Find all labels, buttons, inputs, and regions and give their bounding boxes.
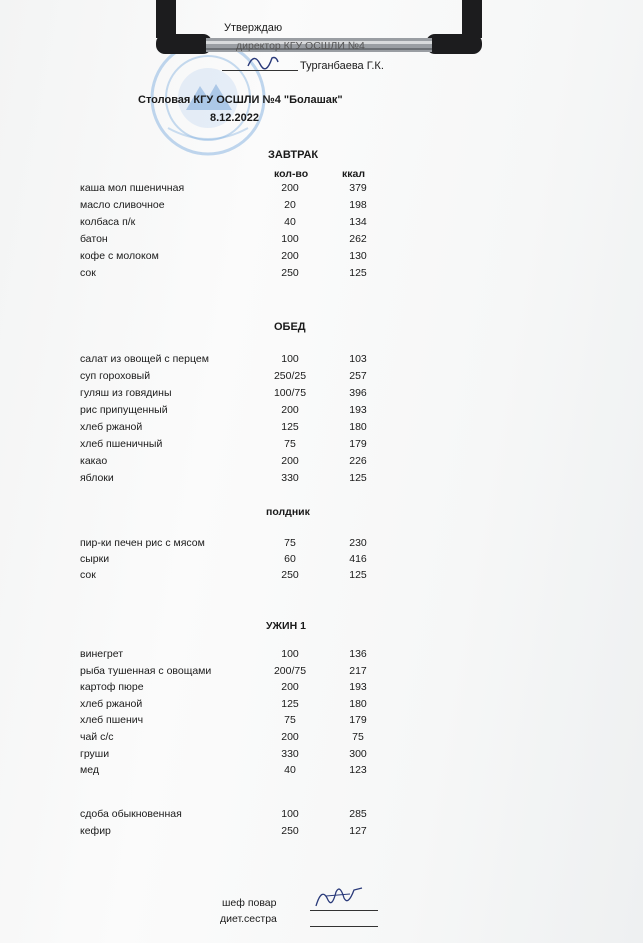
director-signature-icon [246, 50, 280, 75]
canteen-title: Столовая КГУ ОСШЛИ №4 "Болашак" [138, 94, 343, 106]
menu-item-qty: 200 [281, 455, 299, 467]
menu-item-name: хлеб пшеничный [80, 438, 163, 450]
nurse-signature-line [310, 926, 378, 927]
menu-item-qty: 40 [284, 216, 296, 228]
menu-item-name: кефир [80, 825, 111, 837]
menu-item-kcal: 180 [349, 421, 367, 433]
menu-item-qty: 200 [281, 182, 299, 194]
menu-item-name: какао [80, 455, 108, 467]
menu-item-qty: 330 [281, 747, 299, 760]
director-line: директор КГУ ОСШЛИ №4 [236, 40, 365, 52]
menu-item-kcal: 230 [349, 537, 367, 549]
menu-item-row [80, 553, 500, 569]
menu-item-qty: 75 [284, 714, 296, 727]
menu-item-name: сок [80, 569, 96, 581]
menu-item-row [80, 714, 500, 730]
menu-item-row [80, 648, 500, 664]
section-title-lunch: ОБЕД [274, 321, 306, 333]
column-header-qty: кол-во [274, 168, 309, 180]
menu-item-name: чай с/с [80, 731, 114, 743]
menu-item-qty: 100 [281, 808, 299, 820]
menu-item-row [80, 472, 500, 488]
menu-item-kcal: 262 [349, 233, 367, 245]
menu-item-name: груши [80, 747, 110, 760]
section-title-snack: полдник [266, 506, 310, 518]
menu-item-name: яблоки [80, 472, 114, 484]
menu-item-row [80, 387, 500, 403]
menu-item-name: сок [80, 267, 96, 279]
menu-item-kcal: 179 [349, 438, 367, 450]
menu-item-kcal: 300 [349, 747, 367, 760]
menu-item-kcal: 257 [349, 370, 367, 382]
menu-item-row [80, 665, 500, 681]
menu-item-row [80, 233, 500, 249]
menu-item-kcal: 123 [349, 764, 367, 777]
menu-item-kcal: 134 [349, 216, 367, 228]
menu-item-kcal: 379 [349, 182, 367, 194]
menu-item-row [80, 681, 500, 697]
section-title-breakfast: ЗАВТРАК [268, 149, 319, 161]
menu-item-kcal: 180 [349, 697, 367, 710]
menu-item-name: гуляш из говядины [80, 387, 172, 399]
menu-item-kcal: 136 [349, 648, 367, 660]
menu-item-qty: 100 [281, 648, 299, 660]
menu-item-row [80, 748, 500, 764]
menu-item-name: хлеб пшенич [80, 714, 144, 727]
menu-item-row [80, 569, 500, 585]
menu-item-qty: 125 [281, 421, 299, 433]
menu-item-row [80, 825, 500, 841]
menu-item-qty: 200 [281, 250, 299, 262]
menu-item-name: рыба тушенная с овощами [80, 664, 212, 677]
menu-item-row [80, 438, 500, 454]
menu-item-kcal: 285 [349, 808, 367, 820]
menu-item-row [80, 808, 500, 824]
menu-item-qty: 200 [281, 731, 299, 743]
menu-item-row [80, 764, 500, 780]
menu-item-kcal: 198 [349, 199, 367, 211]
menu-item-name: колбаса п/к [80, 216, 136, 228]
menu-item-name: салат из овощей с перцем [80, 353, 209, 365]
menu-item-row [80, 182, 500, 198]
menu-item-qty: 40 [284, 764, 296, 777]
menu-date: 8.12.2022 [210, 112, 259, 124]
menu-item-kcal: 179 [349, 714, 367, 727]
menu-item-qty: 75 [284, 438, 296, 450]
menu-item-kcal: 193 [349, 681, 367, 694]
menu-item-qty: 200 [281, 404, 299, 416]
chef-signature-icon [312, 882, 372, 917]
menu-item-qty: 60 [284, 553, 296, 565]
director-name: Турганбаева Г.К. [300, 60, 384, 72]
menu-item-row [80, 421, 500, 437]
menu-item-kcal: 127 [349, 825, 367, 837]
menu-item-name: батон [80, 233, 108, 245]
menu-item-kcal: 130 [349, 250, 367, 262]
menu-item-name: винегрет [80, 648, 124, 660]
menu-item-qty: 200 [281, 681, 299, 694]
menu-item-kcal: 103 [349, 353, 367, 365]
menu-item-kcal: 226 [349, 455, 367, 467]
menu-item-name: хлеб ржаной [80, 697, 143, 710]
menu-item-row [80, 216, 500, 232]
menu-item-name: суп гороховый [80, 370, 151, 382]
menu-item-row [80, 267, 500, 283]
menu-item-qty: 100 [281, 233, 299, 245]
section-title-dinner: УЖИН 1 [266, 620, 306, 632]
chef-label: шеф повар [222, 897, 277, 909]
menu-item-row [80, 370, 500, 386]
menu-item-qty: 20 [284, 199, 296, 211]
menu-item-qty: 100 [281, 353, 299, 365]
menu-item-name: кофе с молоком [80, 250, 159, 262]
menu-item-kcal: 193 [349, 404, 367, 416]
menu-item-name: картоф пюре [80, 681, 144, 694]
menu-item-qty: 250/25 [273, 370, 307, 382]
menu-item-kcal: 217 [349, 664, 367, 677]
column-header-kcal: ккал [342, 168, 366, 180]
menu-item-row [80, 250, 500, 266]
nurse-label: диет.сестра [220, 913, 277, 925]
menu-item-kcal: 125 [349, 569, 367, 581]
menu-item-qty: 250 [281, 267, 299, 279]
menu-item-name: хлеб ржаной [80, 421, 143, 433]
menu-item-kcal: 416 [349, 553, 367, 565]
approval-label: Утверждаю [224, 22, 283, 34]
menu-item-name: сырки [80, 553, 110, 565]
menu-item-name: каша мол пшеничная [80, 182, 185, 194]
menu-item-row [80, 698, 500, 714]
menu-item-qty: 125 [281, 697, 299, 710]
menu-item-qty: 100/75 [273, 387, 307, 399]
menu-item-name: рис припущенный [80, 404, 168, 416]
menu-item-row [80, 199, 500, 215]
menu-item-qty: 330 [281, 472, 299, 484]
menu-item-name: масло сливочное [80, 199, 165, 211]
menu-item-kcal: 125 [349, 472, 367, 484]
menu-item-row [80, 537, 500, 553]
menu-item-qty: 250 [281, 569, 299, 581]
menu-item-qty: 250 [281, 825, 299, 837]
menu-item-kcal: 125 [349, 267, 367, 279]
menu-item-name: сдоба обыкновенная [80, 808, 182, 820]
menu-item-row [80, 731, 500, 747]
menu-item-name: пир-ки печен рис с мясом [80, 537, 205, 549]
menu-item-kcal: 75 [352, 731, 364, 743]
menu-item-row [80, 404, 500, 420]
menu-item-kcal: 396 [349, 387, 367, 399]
menu-item-row [80, 455, 500, 471]
menu-item-name: мед [80, 764, 99, 777]
menu-item-row [80, 353, 500, 369]
menu-item-qty: 200/75 [273, 664, 307, 677]
menu-item-qty: 75 [284, 537, 296, 549]
